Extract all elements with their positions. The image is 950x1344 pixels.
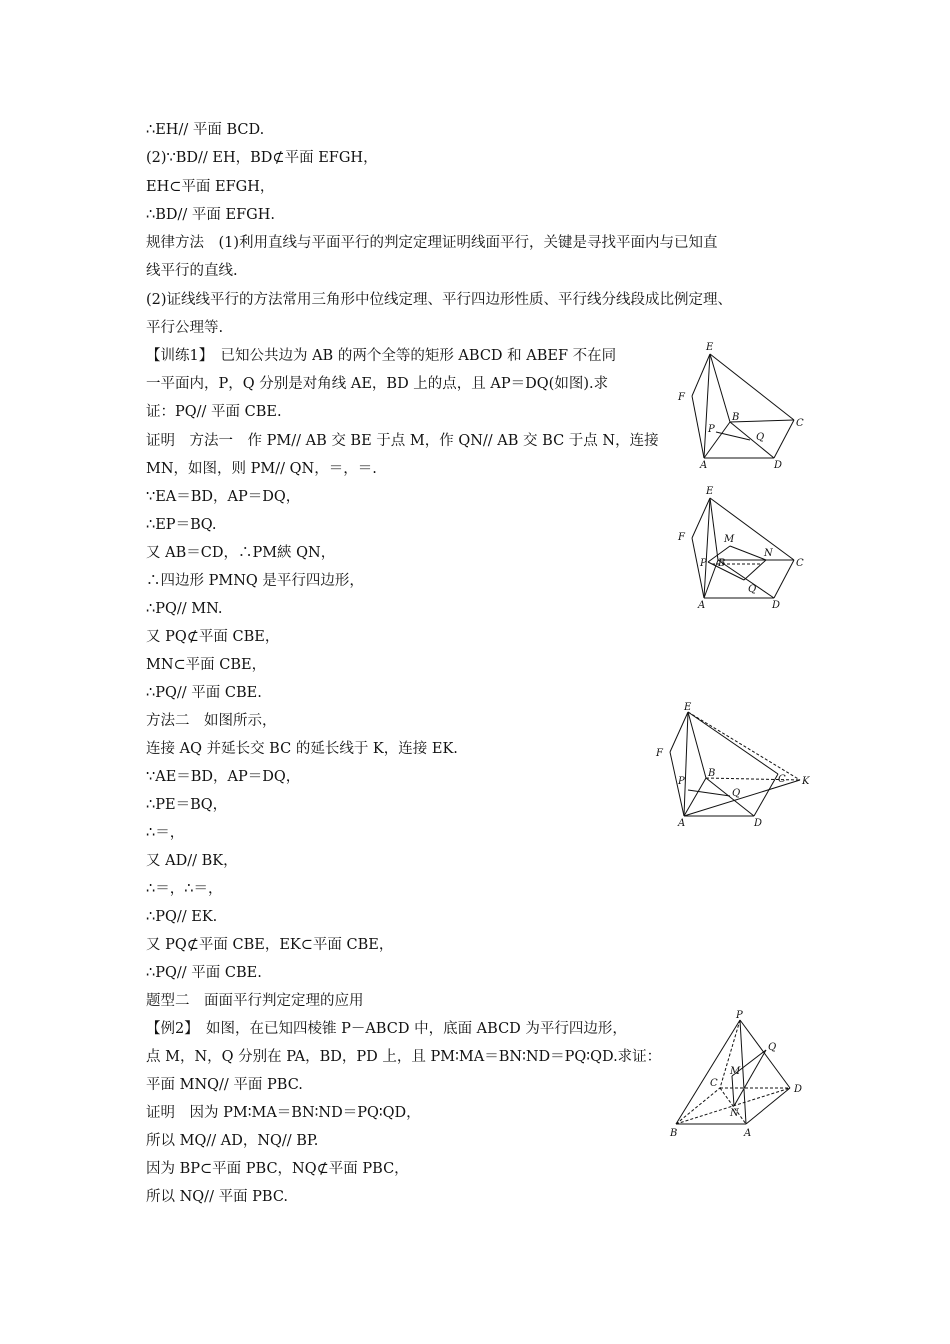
label-p: P xyxy=(708,424,715,435)
text-line: 所以 NQ// 平面 PBC. xyxy=(146,1189,289,1205)
text-line: 【例2】 如图，在已知四棱锥 P－ABCD 中，底面 ABCD 为平行四边形， xyxy=(146,1021,627,1037)
label-a: A xyxy=(744,1128,752,1139)
text-line: 规律方法 (1)利用直线与平面平行的判定定理证明线面平行，关键是寻找平面内与已知直 xyxy=(146,235,718,251)
label-n: N xyxy=(764,548,773,559)
label-a: A xyxy=(700,460,708,471)
text-line: ∴＝，∴＝， xyxy=(146,881,223,897)
text-line: 所以 MQ// AD，NQ// BP. xyxy=(146,1133,319,1149)
label-p: P xyxy=(736,1010,743,1021)
text-line: ∴EH// 平面 BCD. xyxy=(146,122,265,138)
text-line: (2)证线线平行的方法常用三角形中位线定理、平行四边形性质、平行线分线段成比例定理、 xyxy=(146,292,733,308)
label-e: E xyxy=(706,486,714,497)
text-line: 一平面内，P，Q 分别是对角线 AE，BD 上的点，且 AP＝DQ(如图).求 xyxy=(146,376,609,392)
label-m: M xyxy=(724,534,735,545)
label-q: Q xyxy=(768,1042,777,1053)
text-line: (2)∵BD// EH，BD⊄平面 EFGH， xyxy=(146,150,378,166)
text-line: ∵EA＝BD，AP＝DQ， xyxy=(146,489,301,505)
text-line: 证明 因为 PM∶MA＝BN∶ND＝PQ∶QD， xyxy=(146,1105,421,1121)
label-c: C xyxy=(796,418,804,429)
text-line: ∴BD// 平面 EFGH. xyxy=(146,207,275,223)
text-line: ∴PE＝BQ， xyxy=(146,797,228,813)
label-b: B xyxy=(670,1128,678,1139)
text-line: 【训练1】 已知公共边为 AB 的两个全等的矩形 ABCD 和 ABEF 不在同 xyxy=(146,348,617,364)
text-line: 又 AB＝CD，∴PM綊 QN， xyxy=(146,545,336,561)
text-line: ∴PQ// EK. xyxy=(146,909,218,925)
label-c: C xyxy=(710,1078,718,1089)
text-line: 题型二 面面平行判定定理的应用 xyxy=(146,993,364,1009)
text-line: 因为 BP⊂平面 PBC，NQ⊄平面 PBC， xyxy=(146,1161,409,1177)
label-m: M xyxy=(730,1066,741,1077)
label-b: B xyxy=(708,768,716,779)
figure-2 xyxy=(672,484,822,614)
text-line: 平面 MNQ// 平面 PBC. xyxy=(146,1077,303,1093)
text-line: 连接 AQ 并延长交 BC 的延长线于 K，连接 EK. xyxy=(146,741,458,757)
text-line: 证：PQ// 平面 CBE. xyxy=(146,404,282,420)
text-line: ∵AE＝BD，AP＝DQ， xyxy=(146,769,301,785)
text-line: ∴EP＝BQ. xyxy=(146,517,217,533)
text-line: 证明 方法一 作 PM// AB 交 BE 于点 M，作 QN// AB 交 BC 于点 N，连接 xyxy=(146,433,659,449)
label-e: E xyxy=(684,702,692,713)
label-k: K xyxy=(802,776,810,787)
text-line: 线平行的直线. xyxy=(146,263,238,279)
text-line: EH⊂平面 EFGH， xyxy=(146,179,275,195)
label-n: N xyxy=(730,1108,739,1119)
label-e: E xyxy=(706,342,714,353)
label-f: F xyxy=(678,392,685,403)
label-d: D xyxy=(774,460,783,471)
label-b: B xyxy=(732,412,740,423)
label-a: A xyxy=(678,818,686,829)
text-line: ∴PQ// 平面 CBE. xyxy=(146,685,262,701)
label-c: C xyxy=(778,774,786,785)
text-line: 平行公理等. xyxy=(146,320,224,336)
label-p: P xyxy=(678,776,685,787)
text-line: ∴四边形 PMNQ 是平行四边形， xyxy=(146,573,364,589)
label-a: A xyxy=(698,600,706,611)
text-line: MN⊂平面 CBE， xyxy=(146,657,267,673)
figure-3 xyxy=(650,700,830,830)
text-line: 点 M，N，Q 分别在 PA，BD，PD 上，且 PM∶MA＝BN∶ND＝PQ∶QD.求证： xyxy=(146,1049,662,1065)
label-f: F xyxy=(656,748,663,759)
text-line: 又 AD// BK， xyxy=(146,853,238,869)
label-f: F xyxy=(678,532,685,543)
label-d: D xyxy=(772,600,781,611)
label-q: Q xyxy=(748,584,757,595)
text-line: 又 PQ⊄平面 CBE， xyxy=(146,629,280,645)
label-c: C xyxy=(796,558,804,569)
label-q: Q xyxy=(732,788,741,799)
text-line: MN，如图，则 PM// QN，＝，＝. xyxy=(146,461,377,477)
figure-4 xyxy=(664,1008,824,1143)
label-d: D xyxy=(754,818,763,829)
label-b: B xyxy=(718,558,726,569)
text-line: ∴＝， xyxy=(146,825,185,841)
label-p: P xyxy=(700,558,707,569)
label-d: D xyxy=(794,1084,803,1095)
text-line: ∴PQ// 平面 CBE. xyxy=(146,965,262,981)
figure-1 xyxy=(672,340,822,475)
label-q: Q xyxy=(756,432,765,443)
text-line: 方法二 如图所示， xyxy=(146,713,277,729)
text-line: ∴PQ// MN. xyxy=(146,601,223,617)
text-line: 又 PQ⊄平面 CBE，EK⊂平面 CBE， xyxy=(146,937,394,953)
